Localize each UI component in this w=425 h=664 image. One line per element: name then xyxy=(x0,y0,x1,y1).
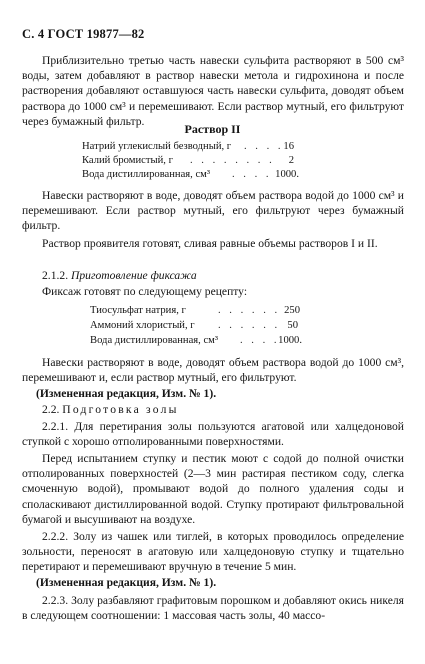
row-value: 50 xyxy=(287,320,298,331)
paragraph-dissolve-2: Навески растворяют в воде, доводят объем раствора водой до 1000 см³, перемешивают и, если раствор мутный, его фильтруют. xyxy=(22,356,404,385)
page-header: С. 4 ГОСТ 19877—82 xyxy=(22,27,145,41)
row-dots: . . . . . . xyxy=(218,320,281,331)
paragraph-dissolve-1: Навески растворяют в воде, доводят объем раствора водой до 1000 см³ и перемешивают. Если раствор мутный, его фильтруют через бумажный фильтр. xyxy=(22,189,404,233)
row-label: Тиосульфат натрия, г xyxy=(90,305,186,316)
row-dots: . . . . . . . . xyxy=(190,155,275,166)
row-value: 250 xyxy=(284,305,300,316)
amendment-note: (Измененная редакция, Изм. № 1). xyxy=(36,387,217,400)
paragraph-2-2-2: 2.2.2. Золу из чашек или тиглей, в которых проводилось определение зольности, переносят в агатовую или халцедоновую ступку и тщательно перетирают и перемешивают вручную в течение 5 мин. xyxy=(22,530,404,574)
row-label: Калий бромистый, г xyxy=(82,155,173,166)
paragraph-developer: Раствор проявителя готовят, сливая равные объемы растворов I и II. xyxy=(42,237,378,250)
solution-2-title: Раствор II xyxy=(184,122,241,136)
row-label: Натрий углекислый безводный, г xyxy=(82,141,232,152)
row-label: Вода дистиллированная, см³ xyxy=(82,169,211,180)
row-label: Аммоний хлористый, г xyxy=(90,320,195,331)
paragraph-2-2-1: 2.2.1. Для перетирания золы пользуются агатовой или халцедоновой ступкой с хорошо отполированными поверхностями. xyxy=(22,420,404,449)
paragraph-sulfite: Приблизительно третью часть навески сульфита растворяют в 500 см³ воды, затем добавляют в раствор навески метола и гидрохинона и после растворения добавляют оставшуюся часть навески сульфита, доводят объем раствора до 1000 см³ и перемешивают. Если раствор мутный, его фильтруют через бумажный фильтр. xyxy=(22,54,404,128)
row-value: 1000. xyxy=(278,335,302,346)
row-dots: . . . . xyxy=(244,141,284,152)
section-title: Приготовление фиксажа xyxy=(71,269,197,282)
row-value: 1000. xyxy=(275,169,299,180)
section-title: Подготовка золы xyxy=(62,403,179,416)
section-2-2-heading xyxy=(42,403,179,416)
paragraph-washing: Перед испытанием ступку и пестик моют с содой до полной очистки отполированных поверхностей (2—3 мин растирая пестиком соду, слегка смоченную водой), промывают водой до полного удаления соды и споласкивают дистиллированной водой. Ступку протирают фильтровальной бумагой и высушивают на воздухе. xyxy=(22,452,404,526)
amendment-note: (Измененная редакция, Изм. № 1). xyxy=(36,576,217,589)
paragraph-fixer-recipe: Фиксаж готовят по следующему рецепту: xyxy=(42,285,248,298)
section-number: 2.1.2. xyxy=(42,269,69,282)
row-dots: . . . . . . xyxy=(218,305,281,316)
section-2-1-2-heading xyxy=(42,269,197,282)
row-dots: . . . . xyxy=(240,335,280,346)
row-value: 2 xyxy=(288,155,294,166)
row-value: 16 xyxy=(283,141,294,152)
row-dots: . . . . xyxy=(232,169,272,180)
paragraph-2-2-3: 2.2.3. Золу разбавляют графитовым порошком и добавляют окись никеля в следующем соотношении: 1 массовая часть золы, 40 массо- xyxy=(22,594,404,623)
row-label: Вода дистиллированная, см³ xyxy=(90,335,219,346)
section-number: 2.2. xyxy=(42,403,60,416)
